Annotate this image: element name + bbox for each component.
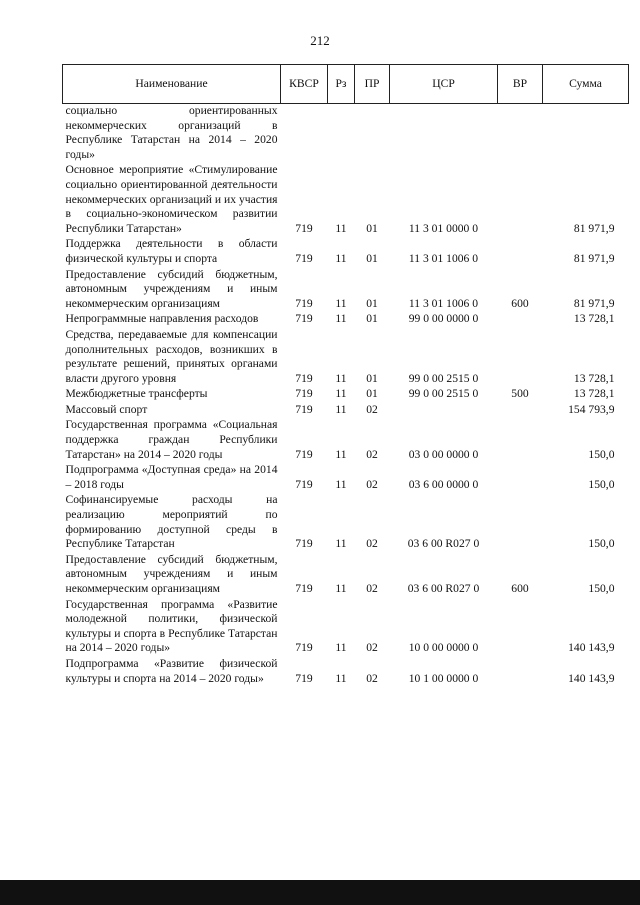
table-row: [63, 163, 629, 237]
row-pr: 01: [366, 387, 378, 401]
row-rz: 11: [335, 221, 347, 235]
row-kvsr: 719: [295, 221, 313, 235]
row-sum: 13 728,1: [573, 371, 615, 385]
row-pr: 01: [366, 296, 378, 310]
row-name: Софинансируемые расходы на реализацию мероприятий по формированию доступной среды в Республике Татарстан: [65, 493, 278, 551]
row-csr: 11 3 01 1006 0: [408, 251, 479, 265]
row-csr: 99 0 00 0000 0: [408, 312, 479, 326]
table-row: [63, 657, 629, 687]
header-sum: Сумма: [543, 65, 629, 104]
row-sum: 140 143,9: [568, 671, 615, 685]
row-sum: 13 728,1: [573, 387, 615, 401]
row-pr: 02: [366, 477, 378, 491]
row-sum: 154 793,9: [568, 402, 615, 416]
row-csr: 99 0 00 2515 0: [408, 371, 479, 385]
table-row: [63, 493, 629, 552]
row-rz: 11: [335, 477, 347, 491]
row-name: Межбюджетные трансферты: [65, 387, 208, 401]
row-csr: [390, 403, 498, 419]
row-kvsr: [281, 104, 328, 164]
header-csr: ЦСР: [390, 65, 498, 104]
row-sum: [543, 104, 629, 164]
row-kvsr: 719: [295, 312, 313, 326]
row-sum: 81 971,9: [573, 251, 615, 265]
table-row: [63, 598, 629, 657]
row-pr: 02: [366, 641, 378, 655]
header-rz: Рз: [328, 65, 355, 104]
row-sum: 81 971,9: [573, 221, 615, 235]
row-vr: 500: [511, 387, 529, 401]
row-pr: 02: [366, 537, 378, 551]
row-rz: 11: [335, 312, 347, 326]
table-row: [63, 312, 629, 328]
table-row: [63, 387, 629, 403]
table-row: [63, 104, 629, 164]
row-sum: 150,0: [588, 447, 615, 461]
row-sum: 150,0: [588, 582, 615, 595]
row-csr: 11 3 01 0000 0: [408, 221, 479, 235]
row-csr: 10 0 00 0000 0: [408, 641, 479, 655]
row-pr: 01: [366, 312, 378, 326]
row-pr: [355, 104, 390, 164]
row-vr: [498, 418, 543, 463]
row-vr: [498, 598, 543, 657]
row-vr: 600: [511, 582, 529, 595]
row-vr: [498, 237, 543, 267]
row-sum: 13 728,1: [573, 312, 615, 326]
row-csr: 10 1 00 0000 0: [408, 671, 479, 685]
row-name: Государственная программа «Социальная поддержка граждан Республики Татарстан» на 2014 – 2020 годы: [65, 418, 278, 461]
row-rz: 11: [335, 641, 347, 655]
row-rz: 11: [335, 537, 347, 551]
row-vr: [498, 657, 543, 687]
row-name: Государственная программа «Развитие молодежной политики, физической культуры и спорта в Республике Татарстан на 2014 – 2020 годы»: [65, 597, 278, 655]
row-kvsr: 719: [295, 296, 313, 310]
table-row: [63, 403, 629, 419]
row-csr: 03 6 00 0000 0: [408, 477, 479, 491]
header-kvsr: КВСР: [281, 65, 328, 104]
row-name: Основное мероприятие «Стимулирование социально ориентированной деятельности некоммерческих организаций и их участия в социально-экономическом развитии Республики Татарстан»: [65, 163, 278, 235]
row-vr: [498, 403, 543, 419]
table-row: [63, 463, 629, 493]
row-kvsr: 719: [295, 402, 313, 416]
budget-table: [62, 64, 629, 687]
row-kvsr: 719: [295, 537, 313, 551]
row-vr: [498, 104, 543, 164]
table-row: [63, 237, 629, 267]
row-name: Подпрограмма «Доступная среда» на 2014 – 2018 годы: [65, 463, 278, 491]
row-sum: 81 971,9: [573, 296, 615, 310]
row-csr: 11 3 01 1006 0: [408, 296, 479, 310]
row-name: Подпрограмма «Развитие физической культуры и спорта на 2014 – 2020 годы»: [65, 656, 278, 685]
table-row: [63, 553, 629, 598]
row-kvsr: 719: [295, 447, 313, 461]
row-vr: 600: [511, 296, 529, 310]
row-kvsr: 719: [295, 371, 313, 385]
row-name: Массовый спорт: [65, 402, 148, 416]
row-kvsr: 719: [295, 387, 313, 401]
row-pr: 02: [366, 447, 378, 461]
row-rz: 11: [335, 371, 347, 385]
row-rz: 11: [335, 402, 347, 416]
row-rz: 11: [335, 582, 347, 595]
row-sum: 150,0: [588, 537, 615, 551]
header-name: Наименование: [63, 65, 281, 104]
row-rz: [328, 104, 355, 164]
page-number: 212: [310, 33, 330, 48]
table-row: [63, 268, 629, 313]
scan-edge-bar: [0, 880, 640, 905]
row-name: Средства, передаваемые для компенсации дополнительных расходов, возникших в результате решений, принятых органами власти другого уровня: [65, 327, 278, 385]
row-rz: 11: [335, 387, 347, 401]
row-sum: 150,0: [588, 477, 615, 491]
row-pr: 01: [366, 251, 378, 265]
row-pr: 02: [366, 671, 378, 685]
row-csr: 03 6 00 R027 0: [407, 582, 480, 595]
row-vr: [498, 312, 543, 328]
row-kvsr: 719: [295, 641, 313, 655]
row-vr: [498, 493, 543, 552]
table-row: [63, 328, 629, 387]
row-rz: 11: [335, 296, 347, 310]
row-rz: 11: [335, 447, 347, 461]
row-rz: 11: [335, 251, 347, 265]
row-kvsr: 719: [295, 582, 313, 595]
row-pr: 02: [366, 582, 378, 595]
row-vr: [498, 163, 543, 237]
row-name: Непрограммные направления расходов: [65, 312, 259, 326]
table-header-row: [63, 65, 629, 104]
row-kvsr: 719: [295, 251, 313, 265]
row-csr: [390, 104, 498, 164]
row-name: Поддержка деятельности в области физической культуры и спорта: [65, 237, 278, 265]
row-vr: [498, 328, 543, 387]
row-pr: 01: [366, 371, 378, 385]
row-name: Предоставление субсидий бюджетным, автономным учреждениям и иным некоммерческим организациям: [65, 267, 278, 310]
header-vr: ВР: [498, 65, 543, 104]
header-pr: ПР: [355, 65, 390, 104]
row-kvsr: 719: [295, 477, 313, 491]
row-name: Предоставление субсидий бюджетным, автономным учреждениям и иным некоммерческим организациям: [65, 552, 278, 595]
row-vr: [498, 463, 543, 493]
row-csr: 03 6 00 R027 0: [407, 537, 480, 551]
row-csr: 03 0 00 0000 0: [408, 447, 479, 461]
row-name: социально ориентированных некоммерческих организаций в Республике Татарстан на 2014 – 2020 годы»: [65, 104, 278, 161]
table-row: [63, 418, 629, 463]
row-kvsr: 719: [295, 671, 313, 685]
row-pr: 01: [366, 221, 378, 235]
row-sum: 140 143,9: [568, 641, 615, 655]
row-csr: 99 0 00 2515 0: [408, 387, 479, 401]
row-pr: 02: [366, 402, 378, 416]
row-rz: 11: [335, 671, 347, 685]
